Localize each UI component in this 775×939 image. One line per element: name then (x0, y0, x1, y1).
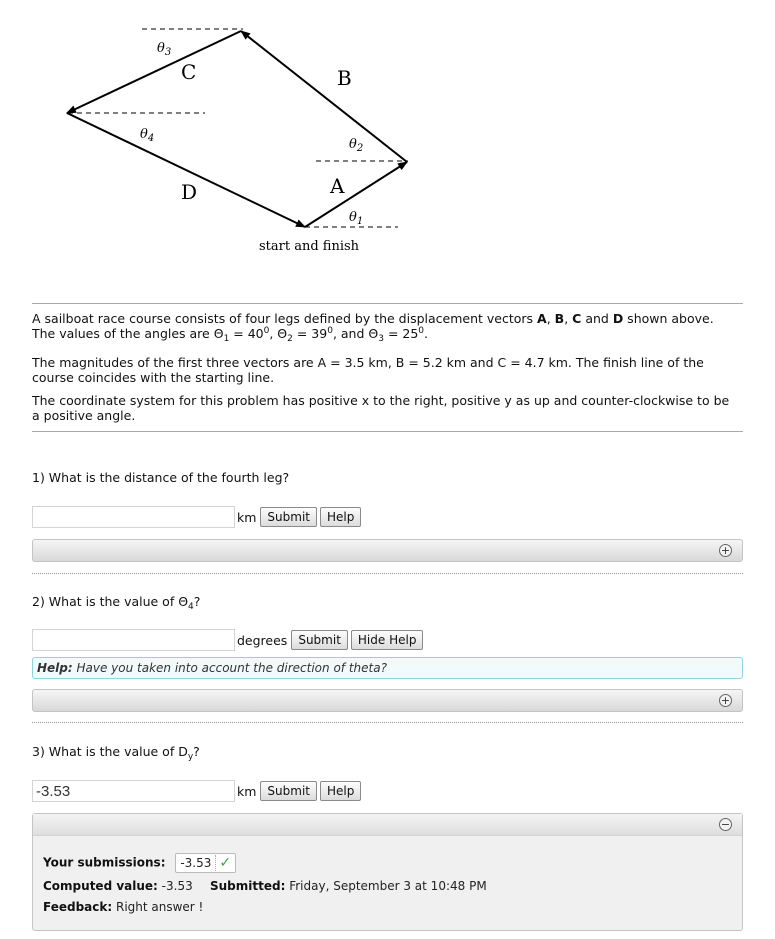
question-1-text: 1) What is the distance of the fourth leg? (32, 470, 290, 485)
question-2-help-box: Help: Have you taken into account the direction of theta? (32, 657, 743, 679)
question-2-answer-row (32, 628, 426, 652)
expand-icon[interactable]: + (720, 544, 731, 557)
question-3-help-button[interactable]: Help (320, 781, 361, 801)
label-vector-b: B (337, 66, 352, 90)
question-1-unit: km (237, 509, 257, 525)
collapse-icon[interactable]: − (720, 818, 731, 831)
question-1-divider (32, 573, 743, 574)
feedback-line: Feedback: Right answer ! (43, 900, 204, 914)
question-2-unit: degrees (237, 632, 288, 648)
question-2-input[interactable] (32, 629, 235, 651)
label-theta2: $\theta_2$ (349, 137, 364, 154)
your-submissions-line: Your submissions: -3.53 ✓ (43, 853, 236, 873)
vector-d-arrow (67, 113, 305, 227)
question-1-submit-button[interactable]: Submit (260, 507, 317, 527)
label-vector-c: C (181, 60, 197, 84)
submission-value-box: -3.53 ✓ (175, 853, 236, 873)
question-3-submit-button[interactable]: Submit (260, 781, 317, 801)
check-icon: ✓ (215, 855, 231, 871)
reference-lines (68, 29, 408, 227)
question-1-help-button[interactable]: Help (320, 507, 361, 527)
question-2-text: 2) What is the value of $\Theta_4$? (32, 594, 201, 612)
question-3-unit: km (237, 783, 257, 799)
start-finish-label: start and finish (259, 239, 360, 254)
computed-value-line: Computed value: -3.53 (43, 879, 193, 893)
label-vector-d: D (181, 180, 198, 204)
question-2-hide-help-button[interactable]: Hide Help (351, 630, 424, 650)
problem-intro: A sailboat race course consists of four legs defined by the displacement vectors A, B, C and D shown above. The values of the angles are $\Theta_1 = 40^0$, $\Theta_2 = 39^0$, and $\Theta_3 = 25^0$. (32, 311, 714, 344)
question-2-divider (32, 722, 743, 723)
question-1-input[interactable] (32, 506, 235, 528)
problem-coordinates: The coordinate system for this problem has positive x to the right, positive y as up and counter-clockwise to be a positive angle. (32, 393, 730, 423)
question-1-answer-row (32, 505, 364, 529)
question-3-text: 3) What is the value of $D_y$? (32, 744, 200, 762)
question-3-input[interactable] (32, 780, 235, 802)
label-theta4: $\theta_4$ (140, 127, 155, 144)
problem-magnitudes: The magnitudes of the first three vectors are A = 3.5 km, B = 5.2 km and C = 4.7 km. The finish line of the course coincides with the starting line. (32, 355, 704, 385)
vector-c-arrow (67, 31, 241, 113)
question-2-submissions-bar[interactable] (32, 689, 743, 712)
vector-diagram (0, 0, 775, 290)
problem-bottom-divider (32, 431, 743, 432)
label-theta3: $\theta_3$ (157, 41, 172, 58)
label-vector-a: A (330, 174, 345, 198)
question-2-submit-button[interactable]: Submit (291, 630, 348, 650)
vector-b-arrow (241, 31, 407, 162)
label-theta1: $\theta_1$ (349, 210, 364, 227)
question-3-feedback-panel (32, 813, 743, 931)
top-divider (32, 303, 743, 304)
question-3-answer-row (32, 779, 364, 803)
expand-icon[interactable]: + (720, 694, 731, 707)
question-1-submissions-bar[interactable] (32, 539, 743, 562)
feedback-panel-header[interactable] (33, 814, 742, 836)
submitted-time-line: Submitted: Friday, September 3 at 10:48 PM (210, 879, 487, 893)
